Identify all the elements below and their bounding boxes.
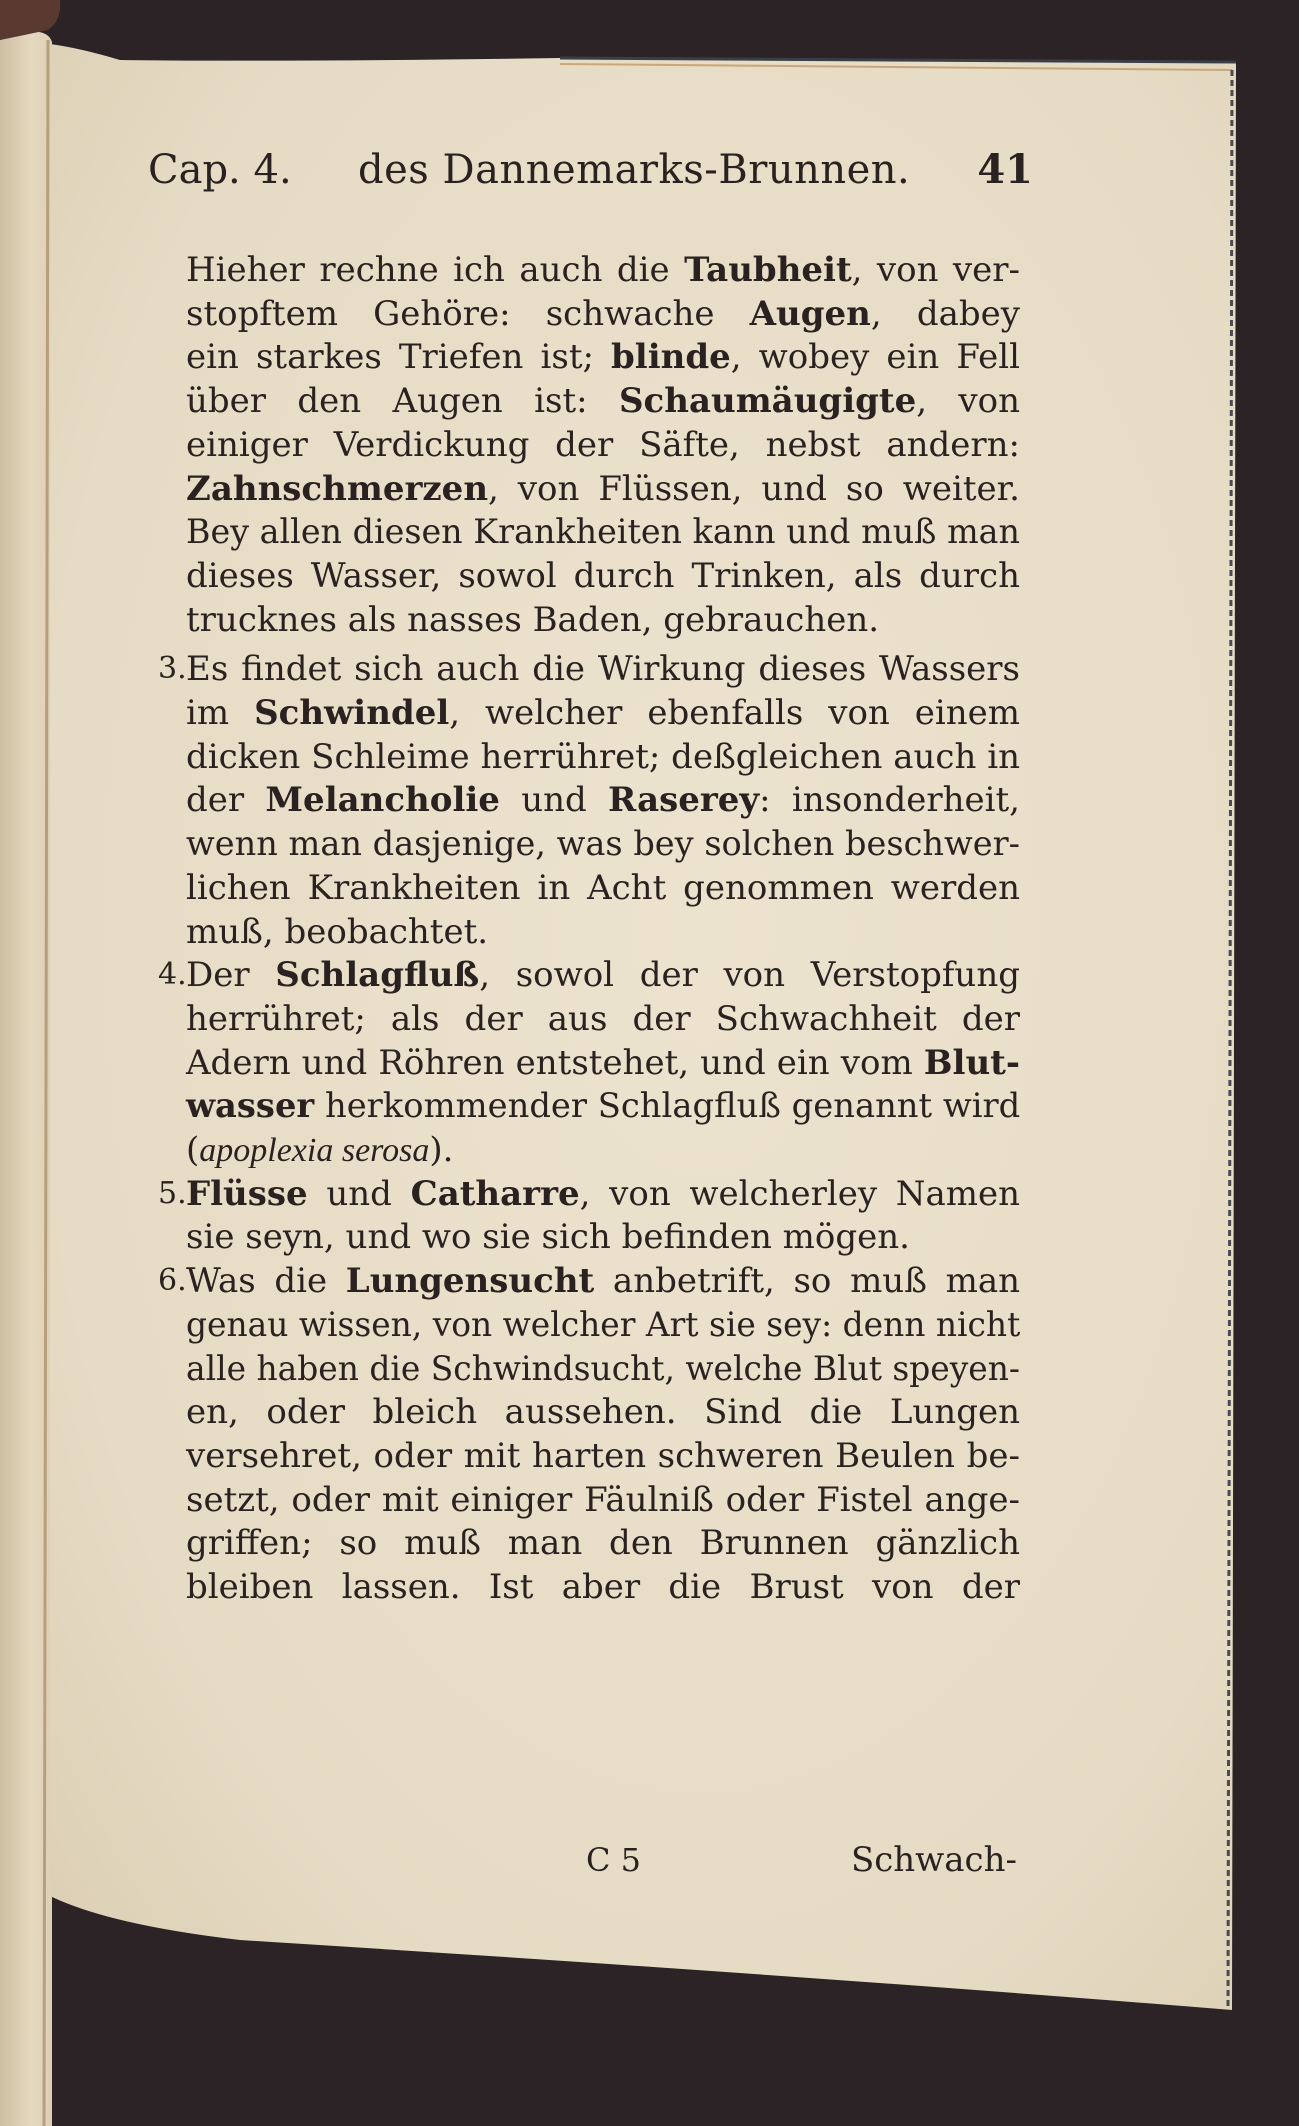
text-run: setzt, oder mit einiger Fäulniß oder Fistel ange- [186, 1479, 1020, 1520]
text-run: muß, beobachtet. [186, 911, 489, 952]
text-line [186, 1521, 1020, 1565]
text-line [186, 467, 1020, 511]
text-run: der [186, 780, 266, 821]
paragraph-number: 4. [158, 957, 187, 993]
text-run: und [499, 780, 609, 821]
text-run: Bey allen diesen Krankheiten kann und muß man [186, 512, 1020, 553]
text-line [186, 647, 1020, 691]
text-run: bleiben lassen. Ist aber die Brust von der [186, 1567, 1020, 1607]
text-line [186, 910, 1020, 954]
paragraph-number: 3. [158, 651, 187, 687]
signature-mark: C 5 [586, 1841, 642, 1879]
text-line [186, 510, 1020, 554]
text-run: wenn man dasjenige, was bey solchen beschwer- [186, 824, 1020, 865]
text-line [186, 598, 1020, 642]
text-run: sie seyn, und wo sie sich befinden mögen. [186, 1217, 910, 1258]
text-line [186, 1172, 1020, 1216]
emphasized-term: Taubheit [684, 250, 852, 290]
text-line [186, 953, 1020, 997]
paragraph-number: 6. [158, 1263, 187, 1299]
text-run: lichen Krankheiten in Acht genommen werden [186, 867, 1020, 908]
chapter-label: Cap. 4. [148, 147, 292, 193]
text-line [186, 1434, 1020, 1478]
text-run: , von ver- [851, 250, 1020, 290]
text-line [186, 292, 1020, 336]
emphasized-term: blinde [611, 337, 731, 378]
text-run: trucknes als nasses Baden, gebrauchen. [186, 599, 880, 640]
emphasized-term: Schlagfluß [275, 955, 480, 996]
text-line [186, 248, 1020, 292]
emphasized-term: Schwindel [254, 693, 450, 733]
emphasized-term: Zahnschmerzen [186, 468, 489, 509]
page-number: 41 [977, 146, 1033, 193]
text-run: über den Augen ist: [186, 381, 619, 422]
emphasized-term: Augen [749, 293, 871, 334]
text-line [186, 1390, 1020, 1434]
text-run: ( [186, 1130, 200, 1170]
running-header [148, 140, 1033, 200]
text-run: griffen; so muß man den Brunnen gänzlich [186, 1523, 1020, 1564]
text-run: , dabey [870, 293, 1020, 334]
text-line [186, 423, 1020, 467]
running-title: des Dannemarks-Brunnen. [358, 147, 911, 193]
text-run: , wobey ein Fell [730, 337, 1020, 378]
text-run: : insonderheit, [759, 780, 1020, 821]
text-run: dieses Wasser, sowol durch Trinken, als durch [186, 555, 1020, 596]
emphasized-term: wasser [186, 1086, 315, 1127]
text-run: genau wissen, von welcher Art sie sey: denn nicht [186, 1304, 1021, 1345]
text-run: Was die [186, 1261, 346, 1302]
text-run: , sowol der von Verstopfung [479, 955, 1020, 996]
emphasized-term: Flüsse [186, 1173, 308, 1214]
text-run: ). [429, 1130, 454, 1170]
text-run: versehret, oder mit harten schweren Beulen be- [186, 1435, 1020, 1476]
text-run: dicken Schleime herrühret; deßgleichen auch in [186, 736, 1020, 777]
text-line [186, 1215, 1020, 1259]
text-line [186, 1084, 1020, 1128]
text-run: ein starkes Triefen ist; [186, 337, 612, 378]
text-run: , von welcherley Namen [579, 1173, 1020, 1214]
emphasized-term: Raserey [608, 780, 760, 821]
text-run: stopftem Gehöre: schwache [186, 293, 750, 334]
text-line [186, 1347, 1020, 1391]
emphasized-term: Schaumäugigte [618, 381, 917, 422]
text-run: Es findet sich auch die Wirkung dieses Wassers [186, 649, 1020, 690]
text-run: herkommender Schlagfluß genannt wird [314, 1086, 1021, 1127]
text-line [186, 1128, 1020, 1172]
text-line [186, 778, 1020, 822]
text-run: , von [916, 381, 1020, 422]
text-run: Adern und Röhren entstehet, und ein vom [186, 1042, 924, 1083]
text-line [186, 554, 1020, 598]
text-run: im [186, 693, 255, 733]
text-line [186, 1565, 1020, 1609]
emphasized-term: Lungensucht [345, 1261, 595, 1302]
text-run: en, oder bleich aussehen. Sind die Lungen [186, 1392, 1020, 1433]
text-run: anbetrift, so muß man [594, 1261, 1020, 1302]
text-run: , welcher ebenfalls von einem [449, 693, 1021, 733]
text-line [186, 1259, 1020, 1303]
emphasized-term: Blut- [923, 1042, 1020, 1083]
catchword: Schwach- [850, 1840, 1017, 1880]
text-line [186, 379, 1020, 423]
text-run: alle haben die Schwindsucht, welche Blut speyen- [186, 1348, 1020, 1389]
text-line [186, 335, 1020, 379]
text-run: einiger Verdickung der Säfte, nebst andern: [186, 424, 1020, 465]
text-run: und [307, 1173, 411, 1214]
text-run: herrühret; als der aus der Schwachheit der [186, 998, 1020, 1039]
text-run: Hieher rechne ich auch die [186, 250, 685, 290]
text-line [186, 735, 1020, 779]
latin-term: apoplexia serosa [199, 1132, 430, 1169]
text-line [186, 691, 1020, 735]
paragraph-number: 5. [158, 1175, 187, 1211]
emphasized-term: Melancholie [265, 780, 500, 821]
text-line [186, 866, 1020, 910]
text-run: , von Flüssen, und so weiter. [488, 468, 1020, 509]
text-line [186, 1041, 1020, 1085]
text-line [186, 997, 1020, 1041]
text-run: Der [186, 955, 276, 996]
text-line [186, 1303, 1020, 1347]
text-line [186, 1478, 1020, 1522]
text-line [186, 822, 1020, 866]
emphasized-term: Catharre [410, 1173, 580, 1214]
